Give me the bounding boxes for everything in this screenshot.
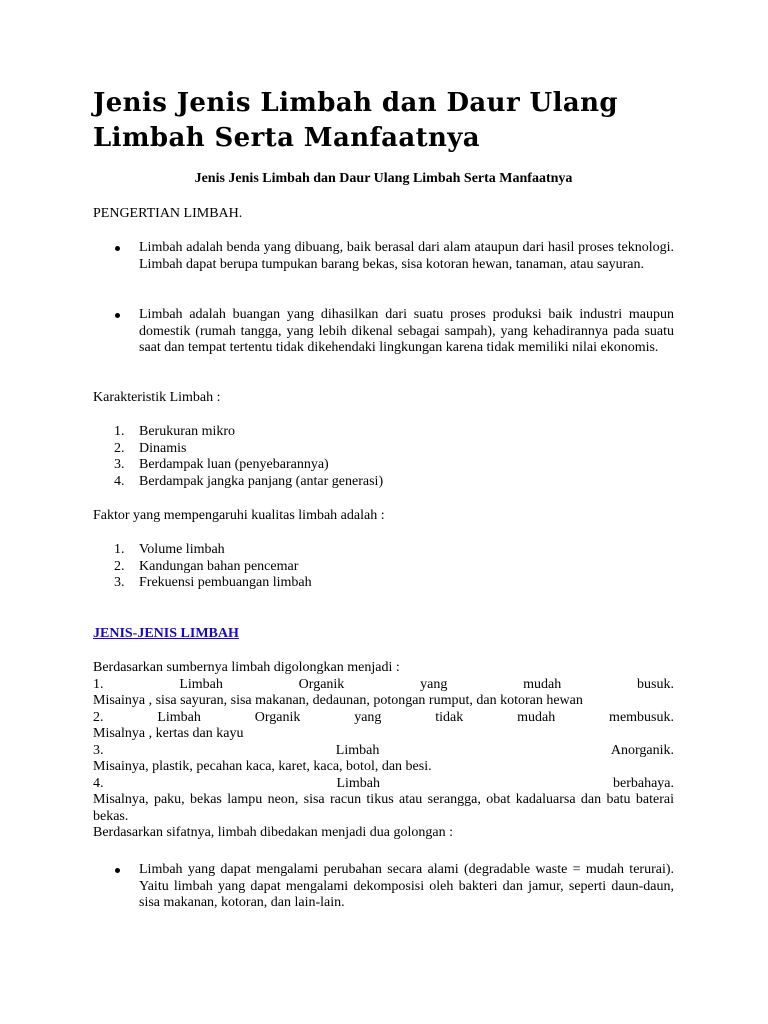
document-subtitle: Jenis Jenis Limbah dan Daur Ulang Limbah Serta Manfaatnya xyxy=(194,171,573,186)
list-number: 3. xyxy=(114,457,125,472)
sumber-line-8: Misalnya, paku, bekas lampu neon, sisa racun tikus atau serangga, obat kadaluarsa dan batu baterai bekas. xyxy=(93,792,674,824)
list-item-text: Kandungan bahan pencemar xyxy=(139,558,299,574)
sifat-heading: Berdasarkan sifatnya, limbah dibedakan menjadi dua golongan : xyxy=(93,825,454,840)
sumber-line-7: 4. Limbah berbahaya. xyxy=(93,775,674,791)
jenis-limbah-link[interactable]: JENIS-JENIS LIMBAH xyxy=(93,626,239,641)
list-number: 1. xyxy=(114,424,125,439)
bullet-icon xyxy=(115,868,120,873)
list-item-text: Frekuensi pembuangan limbah xyxy=(139,575,312,590)
karakteristik-list xyxy=(93,424,674,490)
list-item-text: Berdampak luan (penyebarannya) xyxy=(139,457,329,472)
jenis-limbah-link-wrap xyxy=(93,626,674,643)
pengertian-heading: PENGERTIAN LIMBAH. xyxy=(93,206,243,221)
list-item-text: Volume limbah xyxy=(139,542,225,557)
sumber-heading: Berdasarkan sumbernya limbah digolongkan menjadi : xyxy=(93,660,400,675)
sumber-line-2: Misainya , sisa sayuran, sisa makanan, dedaunan, potongan rumput, dan kotoran hewan xyxy=(93,693,583,708)
list-item-text: Dinamis xyxy=(139,440,187,456)
list-item xyxy=(93,542,674,559)
list-item xyxy=(93,457,674,474)
list-item xyxy=(93,559,674,576)
list-item xyxy=(93,307,674,357)
sumber-section xyxy=(93,660,674,842)
list-number: 2. xyxy=(114,558,125,574)
pengertian-list xyxy=(93,240,674,273)
list-item xyxy=(93,441,674,458)
list-number: 3. xyxy=(114,575,125,590)
list-item-text: Limbah adalah benda yang dibuang, baik berasal dari alam ataupun dari hasil proses teknologi. Limbah dapat berupa tumpukan barang bekas, sisa kotoran hewan, tanaman, atau sayuran. xyxy=(139,240,674,272)
list-item-text: Limbah yang dapat mengalami perubahan secara alami (degradable waste = mudah terurai). Yaitu limbah yang dapat mengalami dekomposisi oleh bakteri dan jamur, seperti daun-daun, sisa makanan, kotoran, dan lain-lain. xyxy=(139,862,674,910)
list-item xyxy=(93,862,674,912)
title-line-2: Limbah Serta Manfaatnya xyxy=(93,123,481,153)
sumber-line-1: 1. Limbah Organik yang mudah busuk. xyxy=(93,676,674,692)
document-title xyxy=(93,86,618,156)
list-number: 4. xyxy=(114,473,125,489)
list-item xyxy=(93,474,674,491)
title-line-1: Jenis Jenis Limbah dan Daur Ulang xyxy=(93,88,618,118)
list-item-text: Limbah adalah buangan yang dihasilkan dari suatu proses produksi baik industri maupun domestik (rumah tangga, yang lebih dikenal sebagai sampah), yang kehadirannya pada suatu saat dan tempat tertentu tidak dikehendaki lingkungan karena tidak memiliki nilai ekonomis. xyxy=(139,307,674,355)
pengertian-list-2 xyxy=(93,307,674,357)
list-item xyxy=(93,424,674,441)
bullet-icon xyxy=(115,313,120,318)
faktor-heading: Faktor yang mempengaruhi kualitas limbah adalah : xyxy=(93,508,385,523)
list-item-text: Berukuran mikro xyxy=(139,424,236,439)
karakteristik-heading: Karakteristik Limbah : xyxy=(93,390,221,405)
faktor-list xyxy=(93,542,674,592)
list-number: 1. xyxy=(114,542,125,557)
sifat-list xyxy=(93,862,674,912)
bullet-icon xyxy=(115,246,120,251)
list-item xyxy=(93,575,674,592)
list-item-text: Berdampak jangka panjang (antar generasi) xyxy=(139,473,384,489)
sumber-line-5: 3. Limbah Anorganik. xyxy=(93,742,674,758)
sumber-line-6: Misainya, plastik, pecahan kaca, karet, kaca, botol, dan besi. xyxy=(93,759,432,774)
list-number: 2. xyxy=(114,440,125,456)
sumber-line-3: 2. Limbah Organik yang tidak mudah membusuk. xyxy=(93,709,674,725)
sumber-line-4: Misalnya , kertas dan kayu xyxy=(93,726,244,741)
list-item xyxy=(93,240,674,273)
